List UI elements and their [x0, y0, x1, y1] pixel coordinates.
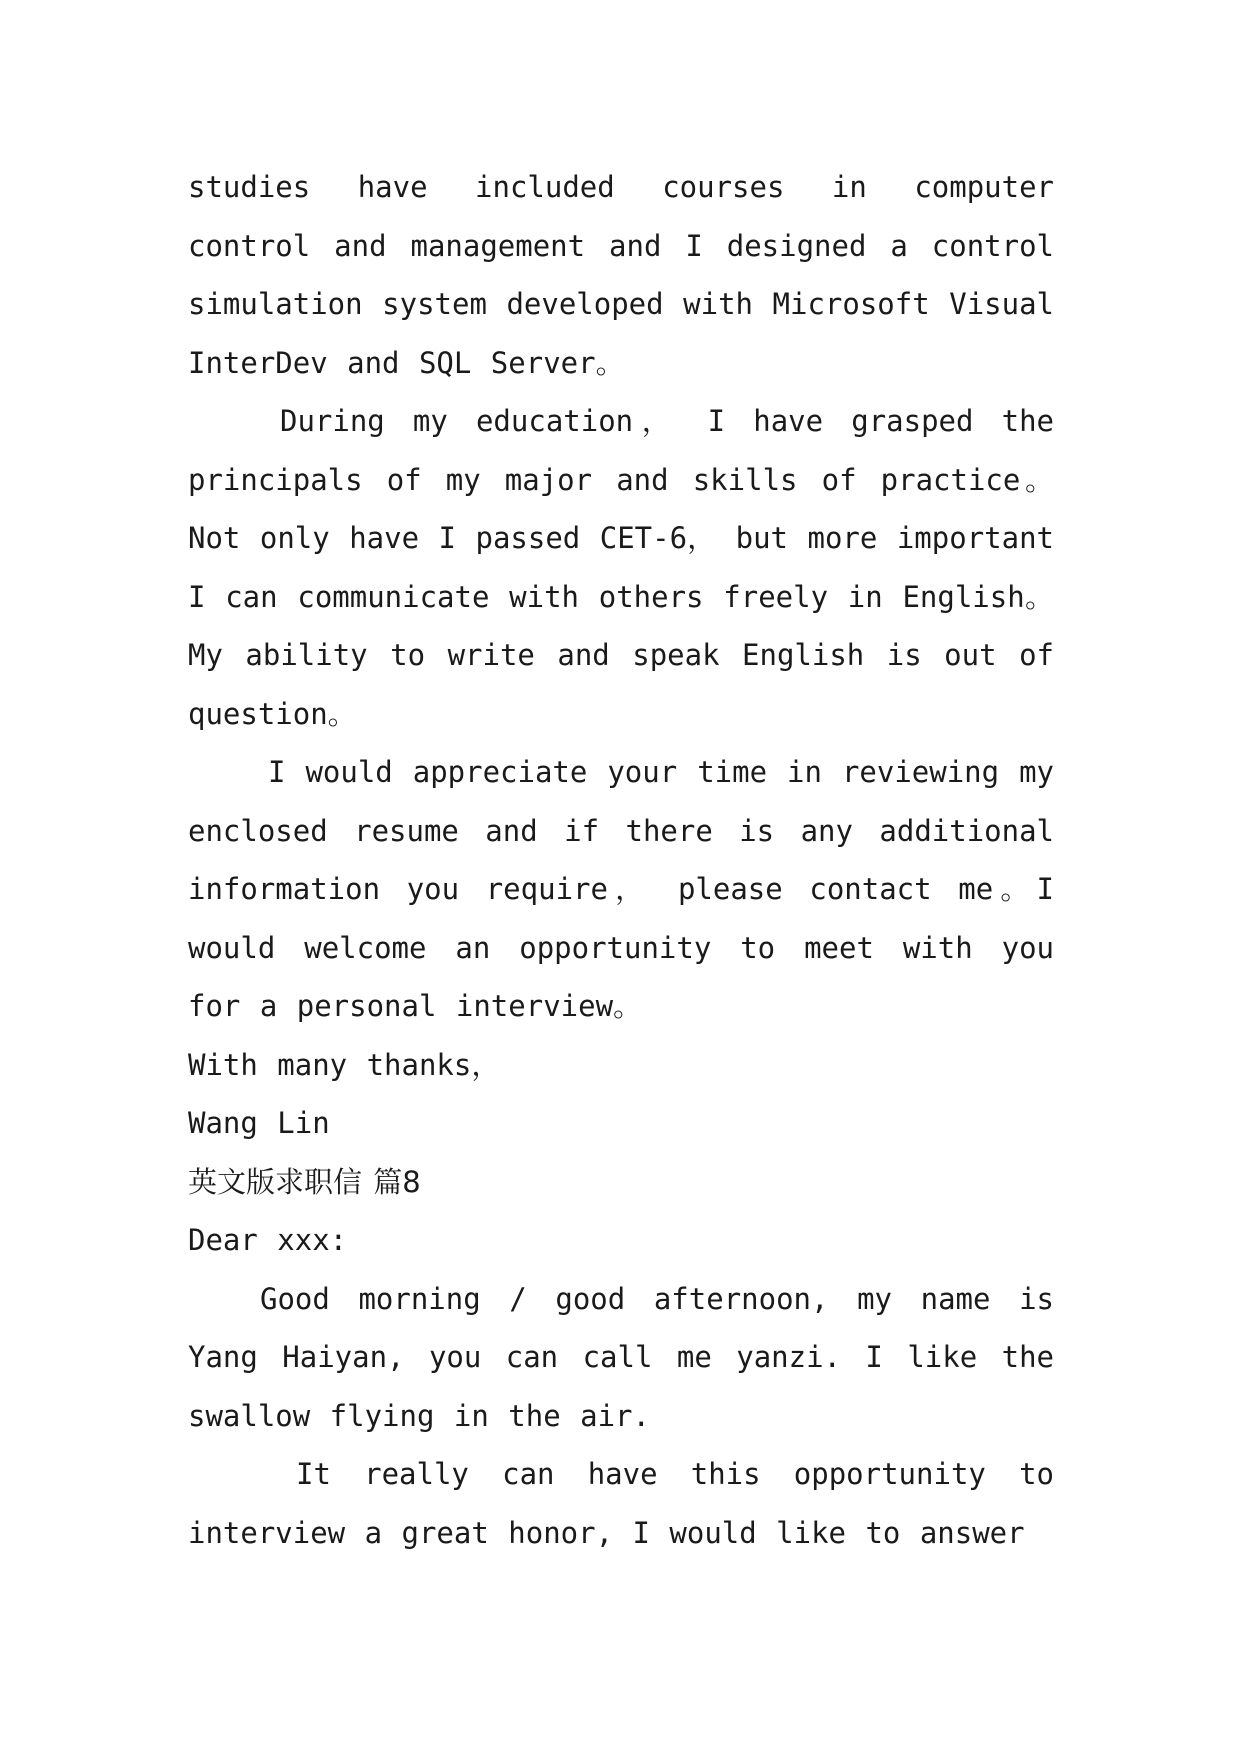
paragraph-studies: studies have included courses in computer control and management and I designed a control simulation system developed with Microsoft Visual InterDev and SQL Server。 — [188, 170, 1054, 380]
paragraph-appreciate: I would appreciate your time in reviewing my enclosed resume and if there is any additional information you require， please contact me。I would welcome an opportunity to meet with you for a personal interview。 — [188, 755, 1054, 1023]
paragraph-education: During my education， I have grasped the principals of my major and skills of practice。 Not only have I passed CET-6， but more important I can communicate with others freely in English。 My ability to write and speak English is out of question。 — [188, 404, 1054, 731]
signature-name: Wang Lin — [188, 1106, 330, 1140]
paragraph-introduction: Good morning / good afternoon, my name is Yang Haiyan, you can call me yanzi. I like the swallow flying in the air. — [188, 1281, 1054, 1433]
closing-thanks: With many thanks， — [188, 1047, 501, 1082]
paragraph-opportunity: It really can have this opportunity to interview a great honor, I would like to answer — [188, 1457, 1054, 1550]
section-heading: 英文版求职信 篇8 — [188, 1164, 421, 1199]
letter-body — [188, 158, 1054, 1562]
salutation: Dear xxx: — [188, 1223, 348, 1257]
